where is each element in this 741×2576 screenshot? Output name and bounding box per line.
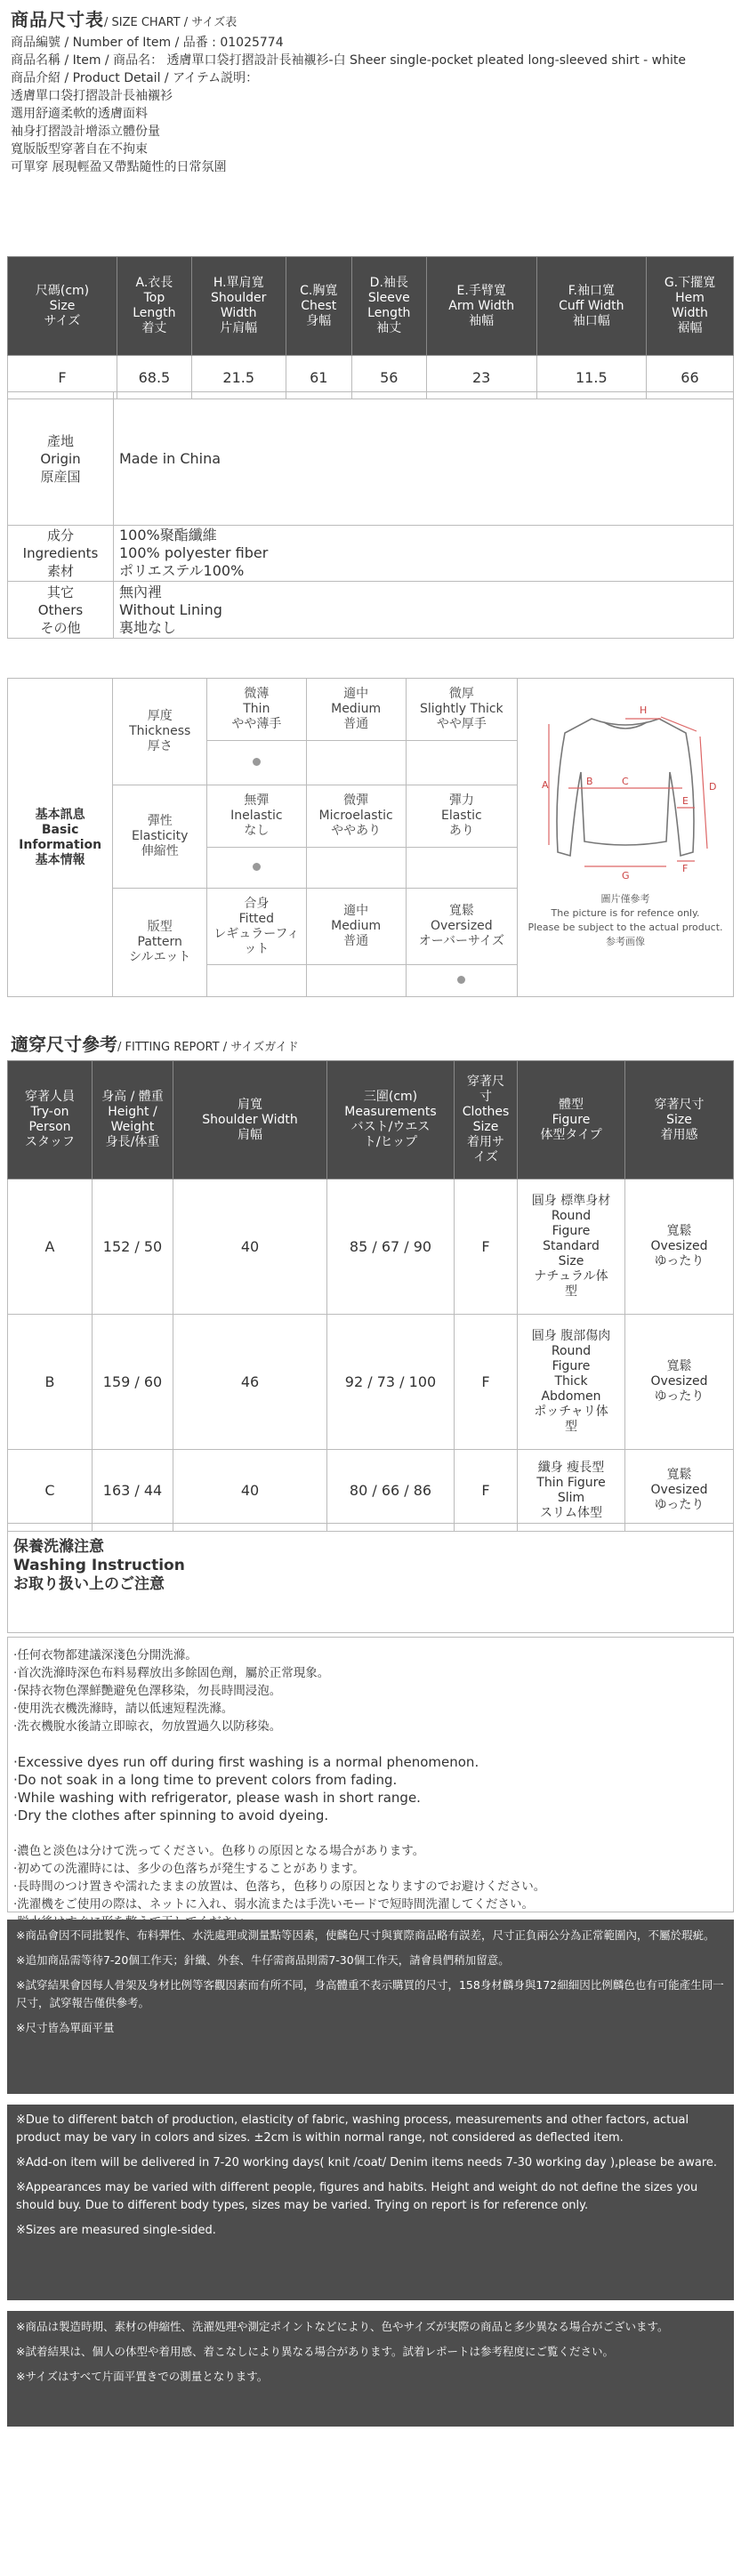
size-table-header <box>8 257 734 356</box>
hw-cell: 152 / 50 <box>93 1179 173 1315</box>
detail-line: 可單穿 展現輕盈又帶點隨性的日常氛圍 <box>11 160 227 174</box>
page-title: 商品尺寸表/ SIZE CHART / サイズ表 <box>11 9 238 30</box>
size-cell: F <box>455 1179 518 1315</box>
ingredients-row <box>8 526 734 582</box>
table-cell: 21.5 <box>191 356 286 399</box>
measurements-cell: 92 / 73 / 100 <box>327 1315 455 1450</box>
person-cell: C <box>8 1450 93 1532</box>
basic-info-label: 基本訊息 Basic Information 基本情報 <box>8 679 113 997</box>
washing-instructions <box>7 1637 734 1912</box>
selected-dot <box>406 965 517 997</box>
person-header: 穿著人員 Try-on Person スタッフ <box>8 1061 93 1179</box>
diagram-letter-g: G <box>622 870 630 881</box>
detail-line: 透膚單口袋打摺設計長袖襯衫 <box>11 89 173 103</box>
table-row <box>8 1179 734 1315</box>
diagram-letter-c: C <box>622 776 629 787</box>
table-cell: 11.5 <box>536 356 646 399</box>
detail-line: 袖身打摺設計增添立體份量 <box>11 125 160 139</box>
selected-dot <box>207 848 306 889</box>
table-row <box>8 1450 734 1532</box>
option-inelastic: 無彈 Inelastic なし <box>207 785 306 848</box>
others-row <box>8 582 734 639</box>
option-thin: 微薄 Thin やや薄手 <box>207 679 306 741</box>
diagram-letter-f: F <box>682 863 689 874</box>
shoulder-header: 肩寬 Shoulder Width 肩幅 <box>173 1061 327 1179</box>
hw-cell: 159 / 60 <box>93 1315 173 1450</box>
detail-label: 商品介紹 / Product Detail / アイテム説明： <box>11 71 259 85</box>
pattern-label: 版型 Pattern シルエット <box>113 889 207 997</box>
fitting-table <box>7 1060 734 1532</box>
measurements-header: 三圍(cm) Measurements バスト/ウエス ト/ヒップ <box>327 1061 455 1179</box>
diagram-letter-h: H <box>640 704 648 716</box>
product-info <box>11 34 722 176</box>
others-value: 無內裡 Without Lining 裏地なし <box>114 582 734 639</box>
measurements-cell: 85 / 67 / 90 <box>327 1179 455 1315</box>
size-col-header: 尺碼(cm) Size サイズ <box>8 257 117 356</box>
item-number: 商品編號 / Number of Item / 品番 : 01025774 <box>11 36 284 50</box>
table-cell: 56 <box>351 356 426 399</box>
figure-cell: 圓身 腹部傷肉 Round Figure Thick Abdomen ポッチャリ体 型 <box>518 1315 625 1450</box>
thickness-row <box>8 679 734 741</box>
elasticity-label: 彈性 Elasticity 伸縮性 <box>113 785 207 889</box>
arm-width-header: E.手臂寬 Arm Width 袖幅 <box>426 257 536 356</box>
option-medium: 適中 Medium 普通 <box>306 889 406 965</box>
origin-value: Made in China <box>114 392 734 526</box>
ingredients-value: 100%聚酯纖維 100% polyester fiber ポリエステル100% <box>114 526 734 582</box>
item-name: 商品名稱 / Item / 商品名： 透膚單口袋打摺設計長袖襯衫-白 Sheer single-pocket pleated long-sleeved shirt - white <box>11 53 686 68</box>
size-feel-header: 穿著尺寸 Size 着用感 <box>625 1061 734 1179</box>
option-microelastic: 微彈 Microelastic ややあり <box>306 785 406 848</box>
option-medium: 適中 Medium 普通 <box>306 679 406 741</box>
table-cell: 61 <box>286 356 351 399</box>
garment-diagram-cell <box>518 679 734 997</box>
notes-jp: ※商品は製造時期、素材の伸縮性、洗濯処理や測定ポイントなどにより、色やサイズが実際の商品と多少異なる場合がございます。 ※試着結果は、個人の体型や着用感、着こなしにより異なる場合があります。試着レポートは参考程度にご覧ください。 ※サイズはすべて片面平置きでの測量となります。 <box>7 2311 734 2427</box>
feel-cell: 寬鬆 Ovesized ゆったり <box>625 1450 734 1532</box>
measurements-cell: 80 / 66 / 86 <box>327 1450 455 1532</box>
fitting-header <box>8 1061 734 1179</box>
figure-cell: 纖身 瘦長型 Thin Figure Slim スリム体型 <box>518 1450 625 1532</box>
table-cell: 23 <box>426 356 536 399</box>
feel-cell: 寬鬆 Ovesized ゆったり <box>625 1315 734 1450</box>
diagram-letter-a: A <box>542 779 549 791</box>
table-row <box>8 1315 734 1450</box>
notes-zh: ※商品會因不同批製作、布料彈性、水洗處理或測量點等因素，使麟色尺寸與實際商品略有誤差，尺寸正負兩公分為正常範圍內，不屬於瑕疵。 ※追加商品需等待7-20個工作天；針織、外套、牛仔需商品則需7-30個工作天，請會員們稍加留意。 ※試穿結果會因每人骨架及身材比例等客觀因素而有所不同，身高體重不表示購買的尺寸，158身材麟身與172細細因比例麟色也有可能產生同一尺寸，試穿報告僅供參考。 ※尺寸皆為單面平量 <box>7 1920 734 2094</box>
diagram-letter-d: D <box>709 781 717 793</box>
washing-jp: ‧濃色と淡色は分けて洗ってください。色移りの原因となる場合があります。 ‧初めての洗濯時には、多少の色落ちが発生することがあります。 ‧長時間のつけ置きや濡れたままの放置は、色落ち，色移りの原因となりますのでお避けください。 ‧洗濯機をご使用の際は、ネットに入れ、弱水流または手洗いモードで短時間洗濯してください。 <box>13 1844 546 1912</box>
shoulder-cell: 40 <box>173 1179 327 1315</box>
basic-info-table <box>7 678 734 997</box>
origin-row <box>8 392 734 526</box>
ingredients-label: 成分 Ingredients 素材 <box>8 526 114 582</box>
materials-table <box>7 391 734 639</box>
selected-dot <box>207 741 306 785</box>
shoulder-width-header: H.單肩寬 Shoulder Width 片肩幅 <box>191 257 286 356</box>
others-label: 其它 Others その他 <box>8 582 114 639</box>
option-fitted: 合身 Fitted レギュラーフィット <box>207 889 306 965</box>
top-length-header: A.衣長 Top Length 着丈 <box>117 257 192 356</box>
figure-header: 體型 Figure 体型タイプ <box>518 1061 625 1179</box>
table-cell: 66 <box>646 356 733 399</box>
washing-en: ‧Excessive dyes run off during first washing is a normal phenomenon. ‧Do not soak in a long time to prevent colors from fading. ‧While washing with refrigerator, please wash in short range. ‧Dry the clothes after spinning to avoid dyeing. <box>13 1754 479 1823</box>
diagram-letter-b: B <box>586 776 593 787</box>
detail-line: 選用舒適柔軟的透膚面料 <box>11 107 148 121</box>
page-header <box>11 5 237 31</box>
person-cell: A <box>8 1179 93 1315</box>
detail-line: 寬版版型穿著自在不拘束 <box>11 142 148 157</box>
height-weight-header: 身高 / 體重 Height / Weight 身長/体重 <box>93 1061 173 1179</box>
option-elastic: 彈力 Elastic あり <box>406 785 517 848</box>
thickness-label: 厚度 Thickness 厚さ <box>113 679 207 785</box>
clothes-size-header: 穿著尺 寸 Clothes Size 着用サ イズ <box>455 1061 518 1179</box>
garment-diagram <box>519 692 732 888</box>
sleeve-length-header: D.袖長 Sleeve Length 袖丈 <box>351 257 426 356</box>
person-cell: B <box>8 1315 93 1450</box>
table-cell: 68.5 <box>117 356 192 399</box>
fitting-title: 適穿尺寸參考/ FITTING REPORT / サイズガイド <box>11 1034 299 1055</box>
chest-header: C.胸寬 Chest 身幅 <box>286 257 351 356</box>
shoulder-cell: 40 <box>173 1450 327 1532</box>
shoulder-cell: 46 <box>173 1315 327 1450</box>
size-cell: F <box>455 1450 518 1532</box>
option-slightly-thick: 微厚 Slightly Thick やや厚手 <box>406 679 517 741</box>
diagram-caption: 圖片僅參考 The picture is for refence only. Please be subject to the actual product. 参考画像 <box>528 893 723 947</box>
washing-title: 保養洗滌注意 Washing Instruction お取り扱い上のご注意 <box>7 1523 734 1633</box>
size-table <box>7 256 734 399</box>
size-cell: F <box>455 1315 518 1450</box>
hem-width-header: G.下擺寬 Hem Width 裾幅 <box>646 257 733 356</box>
figure-cell: 圓身 標準身材 Round Figure Standard Size ナチュラル体 型 <box>518 1179 625 1315</box>
feel-cell: 寬鬆 Ovesized ゆったり <box>625 1179 734 1315</box>
origin-label: 產地 Origin 原産国 <box>8 392 114 526</box>
hw-cell: 163 / 44 <box>93 1450 173 1532</box>
diagram-letter-e: E <box>682 795 689 807</box>
size-cell: F <box>8 356 117 399</box>
option-oversized: 寬鬆 Oversized オーバーサイズ <box>406 889 517 965</box>
notes-en: ※Due to different batch of production, elasticity of fabric, washing process, measurements and other factors, actual product may be vary in colors and sizes. ±2cm is within normal range, not considered as deflected item. ※Add-on item will be delivered in 7-20 working days( knit /coat/ Denim items needs 7-30 working day ),please be aware. ※Appearances may be varied with different people, figures and habits. Height and weight do not define the sizes you should buy. Due to different body types, sizes may be varied. Trying on report is for reference only. ※Sizes are measured single-sided. <box>7 2105 734 2300</box>
cuff-width-header: F.袖口寬 Cuff Width 袖口幅 <box>536 257 646 356</box>
washing-zh: ‧任何衣物都建議深淺色分開洗滌。 ‧首次洗滌時深色布料易釋放出多餘固色劑，屬於正常現象。 ‧保持衣物色澤鮮艷避免色澤移染，勿長時間浸泡。 ‧使用洗衣機洗滌時，請以低速短程洗滌。 ‧洗衣機脫水後請立即晾衣，勿放置過久以防移染。 <box>13 1648 330 1734</box>
